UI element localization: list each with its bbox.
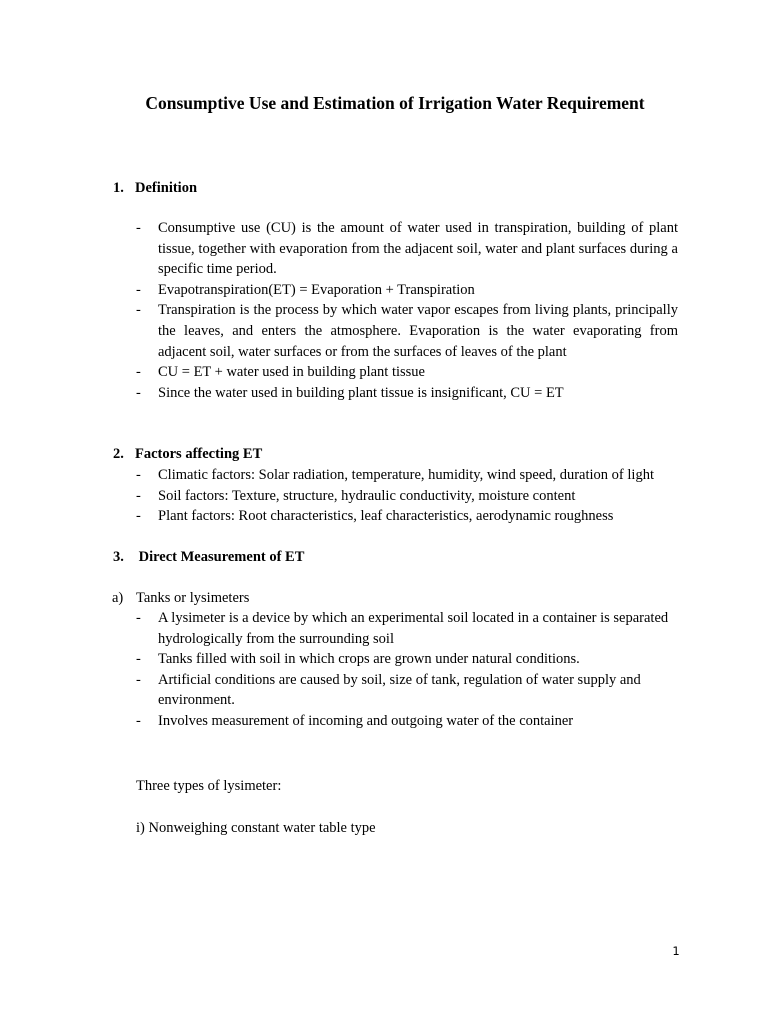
page-number: 1 (672, 944, 680, 958)
subsection-label: a) (112, 590, 124, 606)
list-item: - Plant factors: Root characteristics, leaf characteristics, aerodynamic roughness (136, 506, 678, 527)
lysimeter-list (136, 608, 678, 732)
subsection-heading-tanks (112, 588, 249, 608)
list-item: - Involves measurement of incoming and outgoing water of the container (136, 711, 678, 732)
section-title: Definition (135, 180, 198, 196)
list-item: - Transpiration is the process by which water vapor escapes from living plants, principally the leaves, and enters the atmosphere. Evaporation is the water evaporating from adjacent soil, water surfaces or from the surfaces of leaves of the plant (136, 300, 678, 362)
lysimeter-type-i: i) Nonweighing constant water table type (136, 820, 376, 836)
list-item: - CU = ET + water used in building plant tissue (136, 362, 678, 383)
section-number: 1. (113, 180, 124, 196)
section-heading-definition (113, 178, 197, 198)
section-heading-factors (113, 444, 262, 464)
section-number: 2. (113, 446, 124, 462)
list-item: - Climatic factors: Solar radiation, temperature, humidity, wind speed, duration of light (136, 465, 678, 486)
list-item: - Evapotranspiration(ET) = Evaporation + Transpiration (136, 280, 678, 301)
list-item: - Tanks filled with soil in which crops are grown under natural conditions. (136, 649, 678, 670)
list-item: - A lysimeter is a device by which an experimental soil located in a container is separated hydrologically from the surrounding soil (136, 608, 678, 649)
list-item: - Since the water used in building plant tissue is insignificant, CU = ET (136, 383, 678, 404)
lysimeter-types-intro: Three types of lysimeter: (136, 778, 282, 794)
document-title: Consumptive Use and Estimation of Irrigation Water Requirement (145, 93, 645, 113)
definition-list (136, 218, 678, 403)
section-title: Direct Measurement of ET (138, 549, 305, 565)
list-item: - Soil factors: Texture, structure, hydraulic conductivity, moisture content (136, 486, 678, 507)
section-number: 3. (113, 549, 124, 565)
section-heading-direct-measurement (113, 547, 304, 567)
factors-list (136, 465, 678, 527)
section-title: Factors affecting ET (135, 446, 263, 462)
subsection-title: Tanks or lysimeters (136, 590, 250, 606)
list-item: - Artificial conditions are caused by soil, size of tank, regulation of water supply and environment. (136, 670, 678, 711)
list-item: - Consumptive use (CU) is the amount of water used in transpiration, building of plant tissue, together with evaporation from the adjacent soil, water and plant surfaces during a specific time period. (136, 218, 678, 280)
